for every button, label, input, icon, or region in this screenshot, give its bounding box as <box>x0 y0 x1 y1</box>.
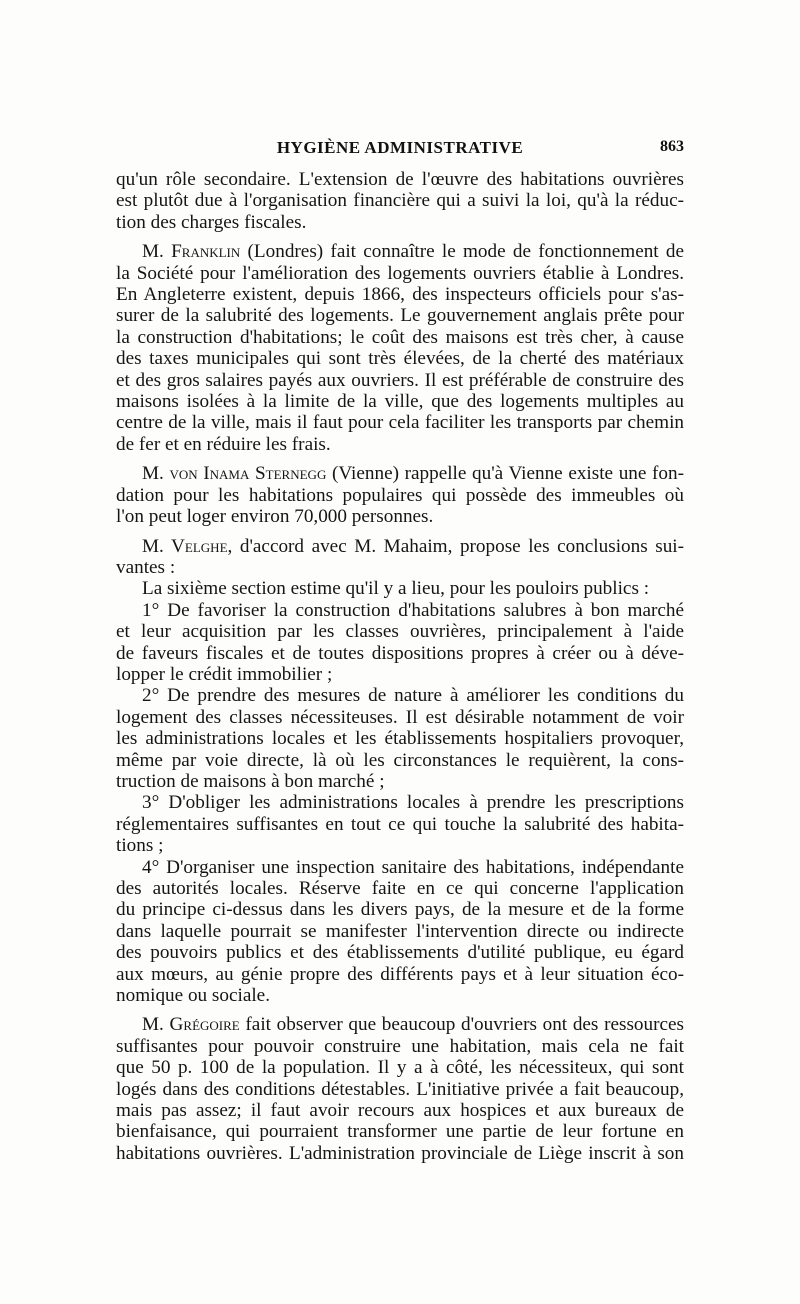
text-line: même par voie directe, là où les circonstances le requièrent, la cons- <box>116 749 684 771</box>
speaker-name: M. Velghe <box>142 535 228 557</box>
text-line: dation pour les habitations populaires qui possède des immeubles où <box>116 484 684 506</box>
text-line: vantes : <box>116 556 176 578</box>
text-line: l'on peut loger environ 70,000 personnes. <box>116 506 434 528</box>
text-line: du principe ci-dessus dans les divers pays, de la mesure et de la forme <box>116 899 684 921</box>
text-line: logés dans des conditions détestables. L'initiative privée a fait beaucoup, <box>116 1078 684 1100</box>
text-line: de fer et en réduire les frais. <box>116 433 331 455</box>
text-line: 1° De favoriser la construction d'habitations salubres à bon marché <box>142 599 684 621</box>
text-fragment: , d'accord avec M. Mahaim, propose les conclusions sui- <box>227 535 685 557</box>
text-line: bienfaisance, qui pourraient transformer une partie de leur fortune en <box>116 1121 684 1143</box>
page-header <box>116 138 684 160</box>
text-line: 2° De prendre des mesures de nature à améliorer les conditions du <box>142 685 684 707</box>
text-line: réglementaires suffisantes en tout ce qui touche la salubrité des habita- <box>116 813 684 835</box>
text-line: lopper le crédit immobilier ; <box>116 663 333 685</box>
paragraph-gregoire <box>116 1014 684 1164</box>
text-line: des pouvoirs publics et des établissements d'utilité publique, eu égard <box>116 942 684 964</box>
text-line: tions ; <box>116 835 164 857</box>
text-fragment: fait observer que beaucoup d'ouvriers ont des ressources <box>239 1014 684 1036</box>
text-line: et leur acquisition par les classes ouvrières, principalement à l'aide <box>116 621 684 643</box>
paragraph-conclusion-2 <box>116 685 684 792</box>
text-line: la construction d'habitations; le coût des maisons est très cher, à cause <box>116 326 684 348</box>
speaker-name: M. Grégoire <box>142 1014 240 1036</box>
text-line: qu'un rôle secondaire. L'extension de l'œuvre des habitations ouvrières <box>116 169 684 190</box>
text-line: dans laquelle pourrait se manifester l'intervention directe ou indirecte <box>116 920 684 942</box>
text-line: truction de maisons à bon marché ; <box>116 770 385 792</box>
text-line: suffisantes pour pouvoir construire une habitation, mais cela ne fait <box>116 1035 684 1057</box>
text-fragment: (Londres) fait connaître le mode de fonctionnement de <box>240 241 684 263</box>
text-line <box>116 536 684 557</box>
text-line <box>116 463 684 484</box>
text-line: centre de la ville, mais il faut pour cela faciliter les transports par chemin <box>116 412 684 434</box>
speaker-name: M. von Inama Sternegg <box>142 463 327 485</box>
text-line: aux mœurs, au génie propre des différents pays et à leur situation éco- <box>116 963 684 985</box>
text-fragment: (Vienne) rappelle qu'à Vienne existe une fon- <box>326 463 684 485</box>
running-title: HYGIÈNE ADMINISTRATIVE <box>276 138 524 157</box>
text-line: nomique ou sociale. <box>116 985 270 1007</box>
paragraph-sixieme-section <box>116 578 684 599</box>
text-line: En Angleterre existent, depuis 1866, des inspecteurs officiels pour s'as- <box>116 284 684 306</box>
text-line: et des gros salaires payés aux ouvriers. Il est préférable de construire des <box>116 369 684 391</box>
paragraph-franklin <box>116 241 684 455</box>
text-line: que 50 p. 100 de la population. Il y a à côté, les nécessiteux, qui sont <box>116 1057 684 1079</box>
text-line: des taxes municipales qui sont très élevées, de la cherté des matériaux <box>116 348 684 370</box>
text-line: mais pas assez; il faut avoir recours aux hospices et aux bureaux de <box>116 1100 684 1122</box>
text-line: maisons isolées à la limite de la ville, que des logements multiples au <box>116 391 684 413</box>
text-line: 3° D'obliger les administrations locales à prendre les prescriptions <box>142 792 684 814</box>
text-line: est plutôt due à l'organisation financière qui a suivi la loi, qu'à la réduc- <box>116 190 684 212</box>
page-number: 863 <box>660 138 684 155</box>
paragraph-inama-sternegg <box>116 463 684 527</box>
text-line: La sixième section estime qu'il y a lieu, pour les pouloirs publics : <box>142 578 650 600</box>
text-line: 4° D'organiser une inspection sanitaire des habitations, indépendante <box>142 856 684 878</box>
text-line: les administrations locales et les établissements hospitaliers provoquer, <box>116 728 684 750</box>
text-line: logement des classes nécessiteuses. Il est désirable notamment de voir <box>116 706 684 728</box>
paragraph-velghe <box>116 536 684 579</box>
paragraph-conclusion-1 <box>116 600 684 686</box>
body-text <box>116 169 684 1164</box>
text-line <box>116 241 684 262</box>
text-line: la Société pour l'amélioration des logements ouvriers établie à Londres. <box>116 262 684 284</box>
text-line: des autorités locales. Réserve faite en ce qui concerne l'application <box>116 878 684 899</box>
text-line: de faveurs fiscales et de toutes dispositions propres à créer ou à déve- <box>116 642 684 664</box>
paragraph-conclusion-4 <box>116 857 684 1007</box>
paragraph-continuation <box>116 169 684 233</box>
speaker-name: M. Franklin <box>142 241 241 263</box>
text-line: surer de la salubrité des logements. Le gouvernement anglais prête pour <box>116 305 684 327</box>
text-line: habitations ouvrières. L'administration provinciale de Liège inscrit à son <box>116 1142 684 1164</box>
text-line: tion des charges fiscales. <box>116 211 307 233</box>
paragraph-conclusion-3 <box>116 792 684 856</box>
text-line <box>116 1014 684 1035</box>
